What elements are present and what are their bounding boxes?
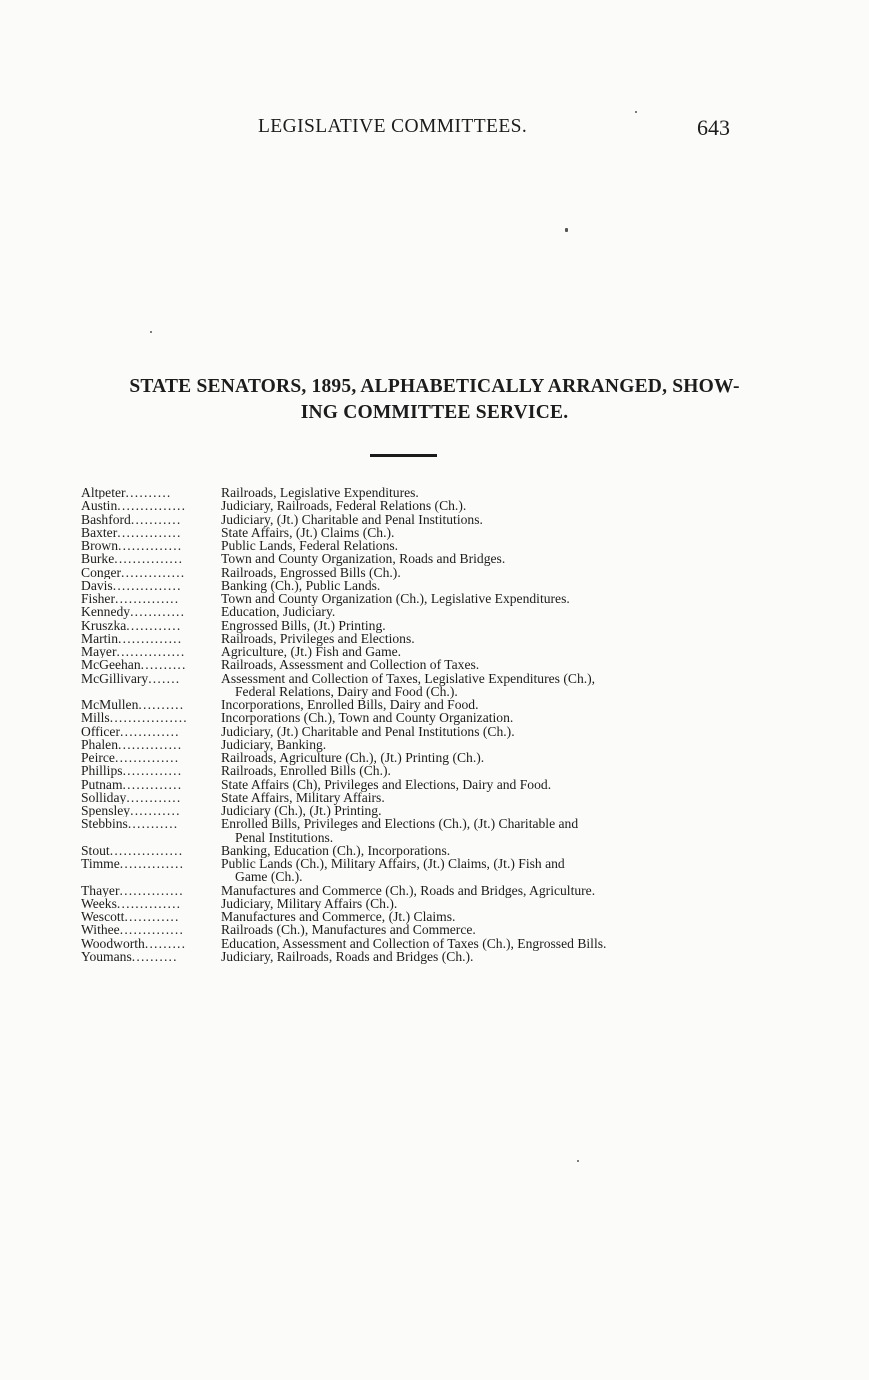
senator-name: Peirce	[81, 751, 115, 765]
dot-leader: ...........	[127, 817, 179, 832]
committee-text: State Affairs, (Jt.) Claims (Ch.).	[221, 524, 395, 540]
dot-leader: ...............	[116, 645, 186, 659]
senator-roster	[81, 486, 726, 963]
dot-leader: ..............	[121, 565, 186, 579]
committee-list	[219, 857, 726, 884]
senator-row	[81, 857, 726, 884]
senator-name-cell	[81, 513, 219, 526]
senator-name: Thayer	[81, 883, 120, 897]
committee-text: Judiciary, Banking.	[221, 736, 327, 752]
committee-text: Manufactures and Commerce, (Jt.) Claims.	[221, 909, 456, 924]
dot-leader: ............	[126, 618, 182, 632]
senator-name-cell	[81, 764, 219, 777]
dot-leader: ..............	[118, 737, 183, 751]
senator-row	[81, 499, 726, 512]
dot-leader: .......	[148, 671, 181, 686]
committee-text: Judiciary, (Jt.) Charitable and Penal Institutions.	[221, 511, 483, 527]
dot-leader: .........	[144, 936, 187, 950]
committee-text: Banking, Education (Ch.), Incorporations.	[221, 842, 451, 858]
senator-row	[81, 513, 726, 526]
senator-name: Phalen	[81, 737, 118, 751]
senator-name-cell	[81, 950, 219, 963]
committee-text: Judiciary, (Jt.) Charitable and Penal Institutions (Ch.).	[221, 723, 515, 739]
committee-text: Judiciary, Railroads, Roads and Bridges (Ch.).	[221, 948, 474, 964]
senator-row	[81, 592, 726, 605]
committee-list	[219, 804, 726, 817]
senator-name: Weeks	[81, 896, 117, 910]
dot-leader: ..............	[119, 883, 184, 897]
committee-text: State Affairs (Ch), Privileges and Elections, Dairy and Food.	[221, 776, 552, 792]
committee-list	[219, 910, 726, 923]
page-title	[60, 374, 809, 426]
senator-row	[81, 486, 726, 499]
dot-leader: .............	[122, 777, 183, 791]
senator-name: Phillips	[81, 764, 123, 778]
senator-name: Altpeter	[81, 486, 126, 500]
committee-list	[219, 738, 726, 751]
senator-name-cell	[81, 910, 219, 923]
dot-leader: ............	[126, 790, 182, 804]
committee-text: Railroads, Engrossed Bills (Ch.).	[221, 564, 401, 580]
senator-name: Baxter	[81, 525, 118, 539]
dot-leader: ...........	[130, 512, 182, 526]
committee-text: Judiciary, Railroads, Federal Relations (Ch.).	[221, 498, 467, 514]
senator-name-cell	[81, 579, 219, 592]
senator-row	[81, 552, 726, 565]
senator-name: Mills	[81, 711, 110, 725]
page-title-line-2: ING COMMITTEE SERVICE.	[300, 402, 569, 423]
committee-text: Town and County Organization, Roads and Bridges.	[221, 551, 506, 567]
running-head-title: LEGISLATIVE COMMITTEES.	[258, 116, 528, 137]
heading-rule	[370, 454, 437, 457]
committee-list	[219, 552, 726, 565]
committee-list	[219, 566, 726, 579]
senator-row	[81, 751, 726, 764]
committee-text: Assessment and Collection of Taxes, Legislative Expenditures (Ch.),	[221, 670, 596, 686]
committee-list	[219, 632, 726, 645]
senator-name-cell	[81, 778, 219, 791]
senator-name-cell	[81, 844, 219, 857]
senator-name-cell	[81, 526, 219, 539]
committee-list	[219, 526, 726, 539]
committee-list	[219, 937, 726, 950]
dot-leader: ..............	[114, 751, 180, 765]
committee-text: Manufactures and Commerce (Ch.), Roads and Bridges, Agriculture.	[221, 882, 596, 898]
page-number: 643	[697, 115, 730, 140]
senator-name: Fisher	[81, 592, 115, 606]
paper-speck	[565, 228, 568, 232]
senator-name: Kruszka	[81, 618, 127, 632]
committee-text: Enrolled Bills, Privileges and Elections (Ch.), (Jt.) Charitable and	[221, 816, 579, 832]
senator-name: Brown	[81, 539, 119, 553]
committee-text: Railroads, Assessment and Collection of Taxes.	[221, 657, 480, 673]
dot-leader: ..............	[118, 631, 183, 645]
committee-list	[219, 725, 726, 738]
senator-name-cell	[81, 566, 219, 579]
committee-list	[219, 672, 726, 699]
committee-text: Agriculture, (Jt.) Fish and Game.	[221, 644, 402, 659]
senator-name-cell	[81, 698, 219, 711]
dot-leader: ................	[109, 843, 184, 857]
senator-row	[81, 632, 726, 645]
senator-row	[81, 844, 726, 857]
senator-name-cell	[81, 619, 219, 632]
committee-text: Judiciary (Ch.), (Jt.) Printing.	[221, 803, 382, 818]
committee-list	[219, 645, 726, 658]
senator-name-cell	[81, 632, 219, 645]
senator-row	[81, 791, 726, 804]
committee-list	[219, 950, 726, 963]
senator-name-cell	[81, 539, 219, 552]
committee-list	[219, 698, 726, 711]
committee-list	[219, 619, 726, 632]
dot-leader: ..............	[116, 896, 182, 910]
senator-name: Woodworth	[81, 936, 145, 950]
committee-text: Railroads, Agriculture (Ch.), (Jt.) Printing (Ch.).	[221, 750, 485, 765]
senator-name: Solliday	[81, 790, 127, 804]
dot-leader: ............	[124, 910, 180, 924]
committee-list	[219, 778, 726, 791]
dot-leader: ...........	[130, 804, 181, 818]
dot-leader: .............	[122, 764, 183, 778]
senator-name: Youmans	[81, 949, 132, 963]
senator-name-cell	[81, 884, 219, 897]
running-head	[0, 116, 869, 146]
senator-name-cell	[81, 592, 219, 605]
dot-leader: ..............	[119, 857, 185, 871]
dot-leader: ............	[130, 605, 186, 619]
committee-text-continuation: Game (Ch.).	[235, 869, 303, 885]
committee-text: Incorporations, Enrolled Bills, Dairy and Food.	[221, 697, 479, 712]
dot-leader: ...............	[114, 552, 184, 566]
dot-leader: .................	[109, 711, 188, 725]
committee-list	[219, 499, 726, 512]
committee-text: Incorporations (Ch.), Town and County Organization.	[221, 710, 514, 726]
senator-name: Austin	[81, 499, 118, 513]
senator-name-cell	[81, 937, 219, 950]
senator-row	[81, 778, 726, 791]
senator-row	[81, 645, 726, 658]
senator-name: Stebbins	[81, 817, 128, 832]
committee-list	[219, 764, 726, 777]
senator-name-cell	[81, 791, 219, 804]
senator-name-cell	[81, 486, 219, 499]
committee-text: Engrossed Bills, (Jt.) Printing.	[221, 617, 386, 633]
committee-text: State Affairs, Military Affairs.	[221, 789, 385, 805]
committee-text-continuation: Federal Relations, Dairy and Food (Ch.).	[235, 683, 458, 699]
senator-name: Burke	[81, 552, 115, 566]
senator-name-cell	[81, 499, 219, 512]
paper-speck	[150, 331, 152, 333]
senator-name-cell	[81, 817, 219, 844]
committee-list	[219, 751, 726, 764]
senator-name: Officer	[81, 724, 120, 738]
committee-text: Railroads (Ch.), Manufactures and Commerce.	[221, 922, 476, 938]
senator-name-cell	[81, 552, 219, 565]
senator-name-cell	[81, 672, 219, 699]
senator-name: McGeehan	[81, 658, 141, 672]
senator-name-cell	[81, 897, 219, 910]
committee-text-continuation: Penal Institutions.	[235, 829, 334, 845]
paper-speck	[635, 111, 637, 113]
senator-name: McGillivary	[81, 671, 149, 686]
senator-name-cell	[81, 725, 219, 738]
dot-leader: ..............	[118, 539, 183, 553]
senator-name: Bashford	[81, 512, 131, 526]
senator-row	[81, 910, 726, 923]
senator-row	[81, 579, 726, 592]
committee-list	[219, 897, 726, 910]
committee-list	[219, 513, 726, 526]
senator-name-cell	[81, 711, 219, 724]
committee-list	[219, 592, 726, 605]
committee-list	[219, 711, 726, 724]
committee-list	[219, 579, 726, 592]
committee-text: Judiciary, Military Affairs (Ch.).	[221, 895, 398, 911]
senator-row	[81, 817, 726, 844]
senator-row	[81, 937, 726, 950]
senator-row	[81, 884, 726, 897]
senator-name: Martin	[81, 631, 118, 645]
committee-text: Public Lands (Ch.), Military Affairs, (Jt.) Claims, (Jt.) Fish and	[221, 856, 565, 871]
committee-text: Railroads, Privileges and Elections.	[221, 630, 415, 646]
senator-row	[81, 711, 726, 724]
senator-row	[81, 658, 726, 671]
senator-name: McMullen	[81, 698, 139, 712]
committee-text: Education, Judiciary.	[221, 604, 336, 620]
dot-leader: ..........	[125, 486, 172, 500]
senator-name: Mayer	[81, 645, 117, 659]
senator-name-cell	[81, 658, 219, 671]
committee-text: Town and County Organization (Ch.), Legislative Expenditures.	[221, 591, 570, 606]
senator-name: Davis	[81, 578, 113, 592]
senator-name-cell	[81, 645, 219, 658]
senator-row	[81, 566, 726, 579]
dot-leader: ..............	[114, 592, 180, 606]
senator-name-cell	[81, 605, 219, 618]
senator-name-cell	[81, 751, 219, 764]
senator-name: Kennedy	[81, 605, 131, 619]
senator-name: Withee	[81, 923, 120, 937]
senator-name-cell	[81, 923, 219, 936]
dot-leader: ...............	[112, 578, 182, 592]
dot-leader: ..........	[138, 698, 185, 712]
senator-row	[81, 804, 726, 817]
senator-name: Wescott	[81, 910, 125, 924]
senator-name-cell	[81, 738, 219, 751]
committee-text: Railroads, Legislative Expenditures.	[221, 485, 419, 500]
paper-speck	[577, 1160, 579, 1162]
committee-text: Public Lands, Federal Relations.	[221, 538, 399, 553]
senator-row	[81, 738, 726, 751]
dot-leader: ..............	[117, 525, 182, 539]
senator-name: Spensley	[81, 804, 131, 818]
committee-list	[219, 817, 726, 844]
senator-row	[81, 725, 726, 738]
senator-name-cell	[81, 857, 219, 884]
committee-text: Education, Assessment and Collection of Taxes (Ch.), Engrossed Bills.	[221, 935, 607, 951]
senator-name: Conger	[81, 565, 122, 579]
senator-name: Timme	[81, 857, 120, 871]
committee-text: Banking (Ch.), Public Lands.	[221, 577, 381, 593]
senator-name: Stout	[81, 843, 110, 857]
dot-leader: ..........	[140, 658, 187, 672]
senator-name-cell	[81, 804, 219, 817]
committee-list	[219, 923, 726, 936]
committee-list	[219, 539, 726, 552]
senator-row	[81, 897, 726, 910]
senator-row	[81, 605, 726, 618]
committee-text: Railroads, Enrolled Bills (Ch.).	[221, 763, 391, 779]
dot-leader: ...............	[117, 499, 187, 513]
page-title-line-1: STATE SENATORS, 1895, ALPHABETICALLY ARRANGED, SHOW-	[129, 376, 740, 397]
senator-row	[81, 923, 726, 936]
senator-row	[81, 698, 726, 711]
committee-list	[219, 605, 726, 618]
senator-row	[81, 672, 726, 699]
committee-list	[219, 486, 726, 499]
dot-leader: ..........	[131, 949, 178, 963]
senator-row	[81, 539, 726, 552]
dot-leader: .............	[120, 724, 180, 738]
dot-leader: ..............	[119, 923, 185, 937]
committee-list	[219, 884, 726, 897]
senator-row	[81, 950, 726, 963]
committee-list	[219, 658, 726, 671]
committee-list	[219, 844, 726, 857]
senator-name: Putnam	[81, 777, 123, 791]
senator-row	[81, 764, 726, 777]
senator-row	[81, 619, 726, 632]
committee-list	[219, 791, 726, 804]
senator-row	[81, 526, 726, 539]
